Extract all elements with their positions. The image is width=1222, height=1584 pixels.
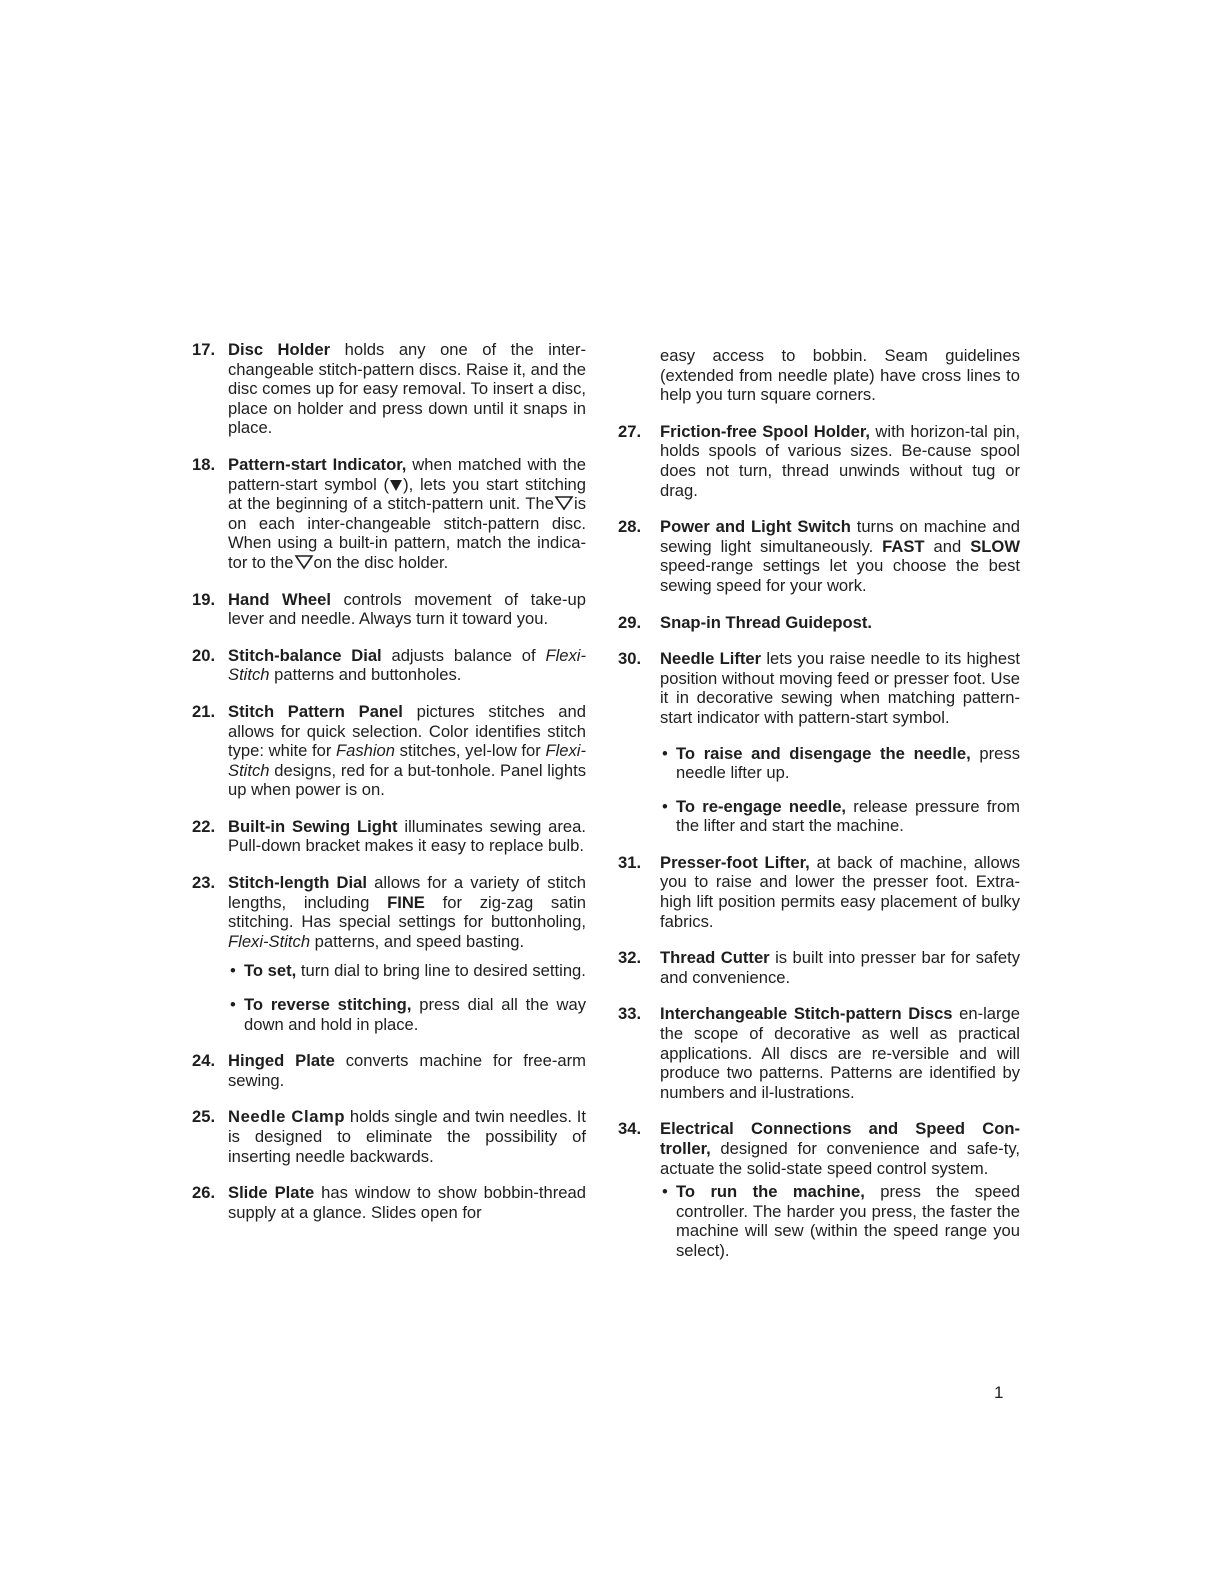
item-29: 29. Snap-in Thread Guidepost. (618, 612, 873, 632)
item-32: 32. Thread Cutter is built into presser bar for safety and convenience. (618, 948, 1021, 987)
item-26-continued: easy access to bobbin. Seam guidelines (extended from needle plate) have cross lines to help you turn square corners. (660, 346, 1020, 405)
item-34: 34. Electrical Connections and Speed Con-troller, designed for convenience and safe-ty, actuate the solid-state speed control system. • To run the machine, press the speed controller. The harder you press, the faster the machine will sew (within the speed range you select). (618, 1119, 1020, 1260)
item-31: 31. Presser-foot Lifter, at back of machine, allows you to raise and lower the presser foot. Extra-high lift position permits easy placement of bulky fabrics. (618, 852, 1020, 931)
pattern-start-outline-triangle-icon (554, 495, 574, 511)
bullet-to-set: • To set, turn dial to bring line to desired setting. (230, 961, 586, 981)
item-19: 19. Hand Wheel controls movement of take-up lever and needle. Always turn it toward you. (192, 589, 586, 629)
item-23: 23. Stitch-length Dial allows for a variety of stitch lengths, including FINE for zig-zag satin stitching. Has special settings for buttonholing, Flexi-Stitch patterns, and speed basting. • To set, turn dial to bring line to desired setting. • To reverse stitching, press dial all the way down and hold in place. (192, 873, 587, 1034)
item-24: 24. Hinged Plate converts machine for free-arm sewing. (192, 1051, 586, 1090)
item-17: 17. Disc Holder holds any one of the inter-changeable stitch-pattern discs. Raise it, and the disc comes up for easy removal. To insert a disc, place on holder and press down until it snaps in place. (192, 340, 587, 438)
item-26: 26. Slide Plate has window to show bobbin-thread supply at a glance. Slides open for (192, 1183, 586, 1222)
item-25: 25. Needle Clamp holds single and twin needles. It is designed to eliminate the possibility of inserting needle backwards. (192, 1107, 586, 1166)
left-column (192, 340, 586, 1239)
item-27: 27. Friction-free Spool Holder, with horizon-tal pin, holds spools of various sizes. Be-cause spool does not turn, thread unwinds without tug or drag. (618, 421, 1020, 500)
right-column (618, 346, 1020, 1278)
page-number: 1 (994, 1383, 1004, 1402)
bullet-run-machine: • To run the machine, press the speed controller. The harder you press, the faster the machine will sew (within the speed range you select). (662, 1182, 1020, 1260)
pattern-start-filled-triangle-icon (389, 478, 403, 492)
pattern-start-outline-triangle-icon (294, 554, 314, 570)
item-28: 28. Power and Light Switch turns on machine and sewing light simultaneously. FAST and SLOW speed-range settings let you choose the best sewing speed for your work. (618, 517, 1020, 595)
bullet-to-reverse-stitching: • To reverse stitching, press dial all the way down and hold in place. (230, 995, 586, 1034)
item-22: 22. Built-in Sewing Light illuminates sewing area. Pull-down bracket makes it easy to replace bulb. (192, 816, 586, 856)
item-33: 33. Interchangeable Stitch-pattern Discs en-large the scope of decorative as well as practical applications. All discs are re-versible and will produce two patterns. Patterns are identified by numbers and il-lustrations. (618, 1004, 1020, 1102)
bullet-raise-disengage-needle: • To raise and disengage the needle, press needle lifter up. (662, 743, 1020, 783)
item-20: 20. Stitch-balance Dial adjusts balance of Flexi-Stitch patterns and buttonholes. (192, 645, 587, 685)
item-30: 30. Needle Lifter lets you raise needle to its highest position without moving feed or presser foot. Use it in decorative sewing when matching pattern-start indicator with pattern-start symbol. • To raise and disengage the needle, press needle lifter up. • To re-engage needle, release pressure from the lifter and start the machine. (618, 649, 1020, 836)
item-21: 21. Stitch Pattern Panel pictures stitches and allows for quick selection. Color identifies stitch type: white for Fashion stitches, yel-low for Flexi-Stitch designs, red for a but-tonhole. Panel lights up when power is on. (192, 701, 586, 800)
item-18: 18. Pattern-start Indicator, when matched with the pattern-start symbol ( ), lets you start stitching at the beginning of a stitch-pattern unit. The is on each inter-changeable stitch-pattern disc. When using a built-in pattern, match the indica-tor to the on the disc holder. (192, 454, 586, 572)
bullet-re-engage-needle: • To re-engage needle, release pressure from the lifter and start the machine. (662, 796, 1020, 836)
